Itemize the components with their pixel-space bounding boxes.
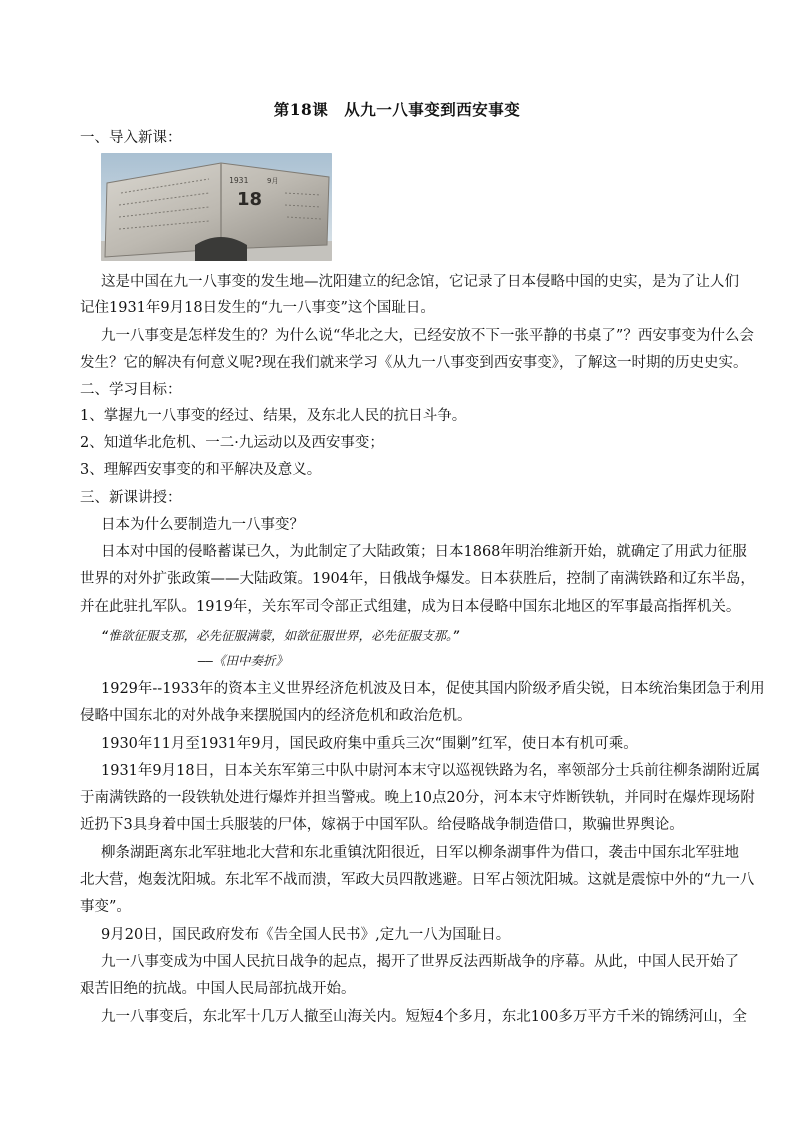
section-heading-lesson: 三、新课讲授： bbox=[80, 490, 182, 506]
paragraph-line: 于南满铁路的一段铁轨处进行爆炸并担当警戒。晚上10点20分，河本末守炸断铁轨，并同时在爆炸现场附 bbox=[80, 790, 755, 806]
paragraph-line: 1929年--1933年的资本主义世界经济危机波及日本，促使其国内阶级矛盾尖锐，日本统治集团急于利用 bbox=[101, 681, 765, 697]
paragraph-line: 日本对中国的侵略蓄谋已久，为此制定了大陆政策；日本1868年明治维新开始，就确定了用武力征服 bbox=[101, 544, 747, 560]
paragraph-line: 发生？它的解决有何意义呢?现在我们就来学习《从九一八事变到西安事变》，了解这一时期的历史史实。 bbox=[80, 355, 748, 371]
memorial-photo bbox=[101, 153, 332, 261]
question-line: 日本为什么要制造九一八事变？ bbox=[101, 517, 304, 533]
paragraph-line: 9月20日，国民政府发布《告全国人民书》,定九一八为国耻日。 bbox=[101, 927, 511, 943]
paragraph-line: 1931年9月18日，日本关东军第三中队中尉河本末守以巡视铁路为名，率领部分士兵前往柳条湖附近属 bbox=[101, 763, 761, 779]
paragraph-line: 记住1931年9月18日发生的“九一八事变”这个国耻日。 bbox=[80, 300, 435, 316]
paragraph-line: 柳条湖距离东北军驻地北大营和东北重镇沈阳很近，日军以柳条湖事件为借口，袭击中国东北军驻地 bbox=[101, 845, 739, 861]
paragraph-line: 北大营，炮轰沈阳城。东北军不战而溃，军政大员四散逃避。日军占领沈阳城。这就是震惊中外的“九一八 bbox=[80, 872, 755, 888]
monument-year: 1931 bbox=[229, 176, 249, 185]
page-title: 第18课 从九一八事变到西安事变 bbox=[273, 100, 521, 119]
monument-month: 9月 bbox=[267, 177, 279, 185]
paragraph-line: 九一八事变后，东北军十几万人撤至山海关内。短短4个多月，东北100多万平方千米的锦绣河山，全 bbox=[101, 1009, 747, 1025]
goal-item: 2、知道华北危机、一二·九运动以及西安事变； bbox=[80, 435, 384, 451]
quote-source: ——《田中奏折》 bbox=[198, 653, 289, 668]
paragraph-line: 艰苦旧绝的抗战。中国人民局部抗战开始。 bbox=[80, 981, 356, 997]
goal-item: 1、掌握九一八事变的经过、结果，及东北人民的抗日斗争。 bbox=[80, 408, 467, 424]
monument-day: 18 bbox=[237, 189, 263, 210]
paragraph-line: 1930年11月至1931年9月，国民政府集中重兵三次“围剿”红军，使日本有机可乘。 bbox=[101, 736, 638, 752]
section-heading-intro: 一、导入新课： bbox=[80, 130, 182, 146]
paragraph-line: 这是中国在九一八事变的发生地—沈阳建立的纪念馆，它记录了日本侵略中国的史实，是为了让人们 bbox=[101, 274, 739, 290]
memorial-monument-image bbox=[101, 153, 332, 261]
paragraph-line: 九一八事变成为中国人民抗日战争的起点，揭开了世界反法西斯战争的序幕。从此，中国人民开始了 bbox=[101, 954, 739, 970]
paragraph-line: 侵略中国东北的对外战争来摆脱国内的经济危机和政治危机。 bbox=[80, 708, 472, 724]
paragraph-line: 近扔下3具身着中国士兵服装的尸体，嫁祸于中国军队。给侵略战争制造借口，欺骗世界舆论。 bbox=[80, 817, 684, 833]
section-heading-goals: 二、学习目标： bbox=[80, 382, 182, 398]
paragraph-line: 九一八事变是怎样发生的？为什么说“华北之大，已经安放不下一张平静的书桌了”？西安事变为什么会 bbox=[101, 328, 754, 344]
goal-item: 3、理解西安事变的和平解决及意义。 bbox=[80, 462, 322, 478]
quote-line: “惟欲征服支那，必先征服满蒙，如欲征服世界，必先征服支那。” bbox=[101, 628, 460, 643]
paragraph-line: 并在此驻扎军队。1919年，关东军司令部正式组建，成为日本侵略中国东北地区的军事最高指挥机关。 bbox=[80, 599, 741, 615]
paragraph-line: 世界的对外扩张政策——大陆政策。1904年，日俄战争爆发。日本获胜后，控制了南满铁路和辽东半岛， bbox=[80, 571, 755, 587]
paragraph-line: 事变”。 bbox=[80, 899, 131, 915]
